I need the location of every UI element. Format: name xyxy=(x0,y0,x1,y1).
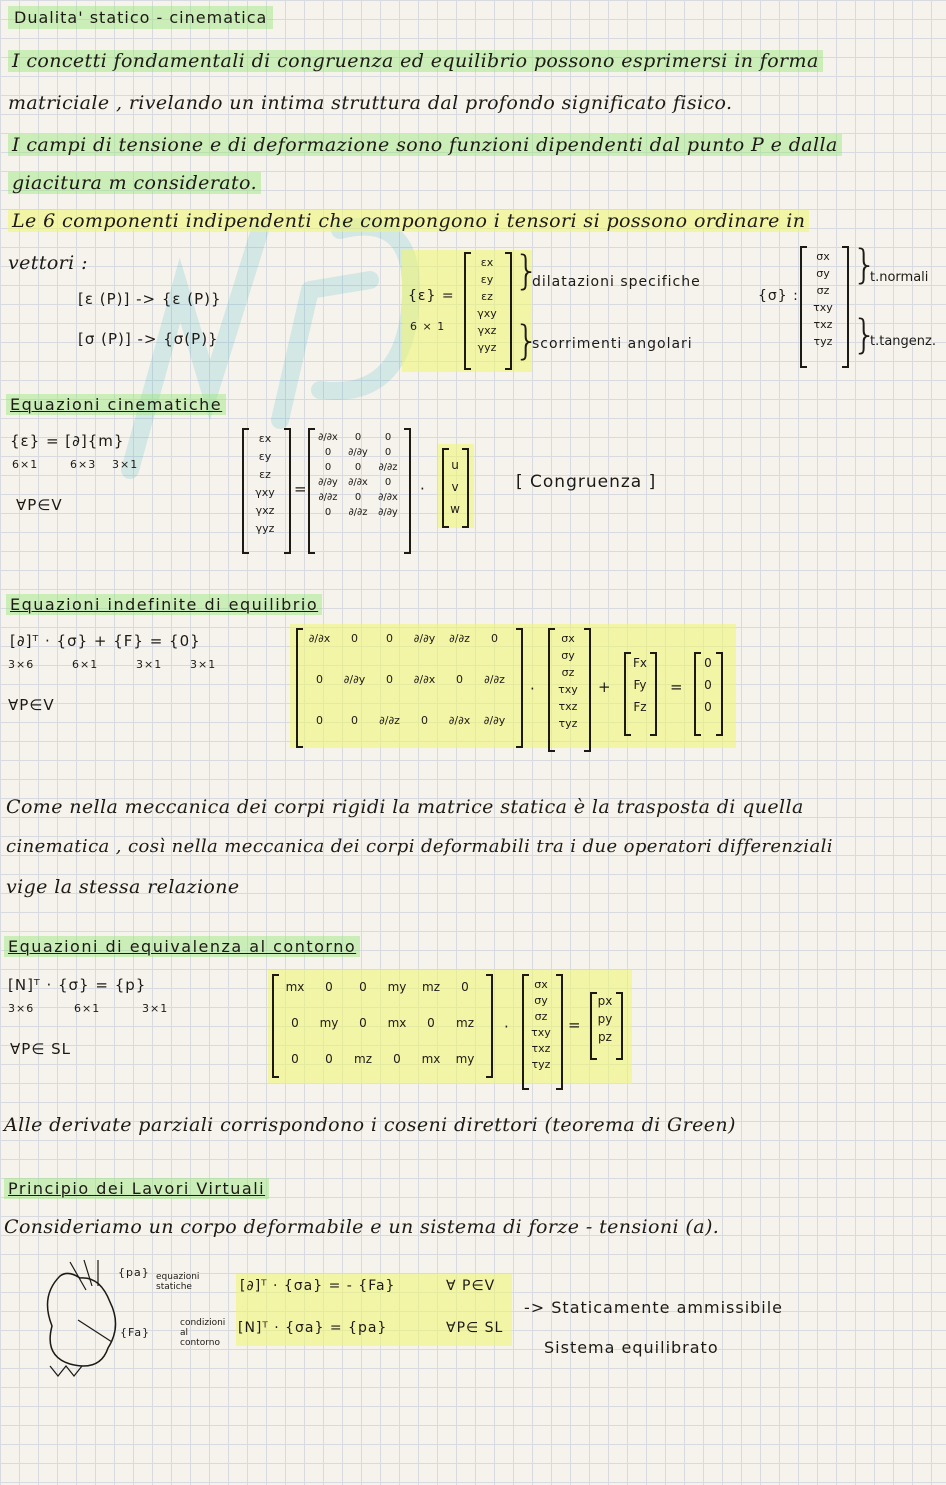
eq-sig-entry: τxz xyxy=(558,700,578,713)
stress-vector-entries xyxy=(806,250,840,348)
eq-F-entry: Fx xyxy=(632,656,647,670)
cin-eps-entry: γxz xyxy=(255,504,275,517)
plv-eq-boundary-domain: ∀P∈ SL xyxy=(446,1320,504,1336)
eq-dot: · xyxy=(530,680,536,698)
page-title xyxy=(8,6,273,29)
bd-N-cell: my xyxy=(387,980,407,994)
eq-zero-vector xyxy=(698,656,718,714)
cin-operator-cell: ∂/∂y xyxy=(378,507,398,518)
bd-N-cell: my xyxy=(319,1016,339,1030)
eq-operator-cell: ∂/∂y xyxy=(413,632,436,645)
eq-F-entry: Fz xyxy=(633,700,647,714)
bd-sig-entry: τyz xyxy=(531,1058,551,1071)
page-title-text: Dualita' statico - cinematica xyxy=(14,8,268,27)
intro-line-2: matriciale , rivelando un intima struttura dal profondo significato fisico. xyxy=(8,92,733,114)
bd-N-cell: mz xyxy=(456,1016,474,1030)
eq-operator-cell: ∂/∂x xyxy=(448,714,471,727)
equilibrium-dim-1: 3×6 xyxy=(8,658,35,671)
cin-operator-cell: 0 xyxy=(384,477,392,488)
boundary-domain: ∀P∈ SL xyxy=(10,1040,72,1058)
bd-N-cell: 0 xyxy=(325,980,333,994)
plv-heading: Principio dei Lavori Virtuali xyxy=(4,1178,269,1199)
cin-operator-cell: 0 xyxy=(324,447,332,458)
strain-vector-lhs: {ε} = xyxy=(408,288,455,304)
plv-eq-static: [∂]ᵀ · {σa} = - {Fa} xyxy=(240,1278,396,1294)
tensor-to-vector-stress: [σ (P)] -> {σ(P)} xyxy=(78,330,219,348)
cin-operator-cell: ∂/∂z xyxy=(348,507,368,518)
strain-vector-entry: εx xyxy=(480,256,494,269)
eq-sig-entry: σz xyxy=(561,666,575,679)
plv-label-pa-desc: equazioni statiche xyxy=(156,1272,200,1292)
deformable-body-sketch-icon xyxy=(30,1256,130,1386)
equilibrium-domain: ∀P∈V xyxy=(8,696,55,714)
plv-eq-boundary: [N]ᵀ · {σa} = {pa} xyxy=(238,1320,388,1336)
cin-eps-entry: εz xyxy=(259,468,271,481)
cin-operator-cell: 0 xyxy=(354,462,362,473)
eq-sig-bracket-right xyxy=(584,628,591,752)
plv-label-Fa-desc: condizioni al contorno xyxy=(180,1318,226,1348)
cin-disp-entry: v xyxy=(451,480,459,494)
eq-operator-cell: 0 xyxy=(456,673,463,686)
plv-eq-static-domain: ∀ P∈V xyxy=(446,1278,496,1294)
brace-normali: } xyxy=(852,242,879,288)
bd-p-entry: px xyxy=(597,994,613,1008)
eq-zero-entry: 0 xyxy=(704,656,712,670)
strain-vector-entry: γxz xyxy=(477,324,497,337)
bd-N-cell: 0 xyxy=(291,1016,299,1030)
eq-operator-cell: 0 xyxy=(351,632,358,645)
stress-vector-entry: τxz xyxy=(813,318,833,331)
stress-vector-entry: σx xyxy=(816,250,830,263)
intro-line-1: I concetti fondamentali di congruenza ed equilibrio possono esprimersi in forma xyxy=(8,50,823,72)
eq-plus: + xyxy=(598,678,612,696)
bd-equals: = xyxy=(568,1016,582,1034)
label-scorrimenti: scorrimenti angolari xyxy=(532,336,693,352)
bd-p-vector xyxy=(594,994,616,1044)
bd-N-cell: 0 xyxy=(359,1016,367,1030)
stress-vector-entry: σz xyxy=(816,284,830,297)
relation-line-1: Come nella meccanica dei corpi rigidi la matrice statica è la trasposta di quella xyxy=(6,796,804,818)
eq-operator-cell: ∂/∂x xyxy=(413,673,436,686)
bd-p-entry: pz xyxy=(598,1030,612,1044)
cin-equals: = xyxy=(294,480,308,498)
cin-operator-cell: ∂/∂z xyxy=(318,492,338,503)
cin-operator-cell: ∂/∂y xyxy=(348,447,368,458)
plv-label-Fa: {Fa} xyxy=(120,1326,151,1339)
strain-vector-entry: γyz xyxy=(477,341,497,354)
eq-op-bracket-right xyxy=(516,628,523,748)
cin-operator-cell: ∂/∂y xyxy=(318,477,338,488)
boundary-formula: [N]ᵀ · {σ} = {p} xyxy=(8,976,147,994)
intro-line-4: giacitura m considerato. xyxy=(8,172,261,194)
eq-zero-entry: 0 xyxy=(704,678,712,692)
cin-operator-cell: 0 xyxy=(384,432,392,443)
eq-sig-entry: σx xyxy=(561,632,575,645)
eq-operator-cell: ∂/∂z xyxy=(379,714,400,727)
cin-operator-cell: ∂/∂x xyxy=(378,492,398,503)
cin-disp-entry: w xyxy=(450,502,460,516)
eq-F-entry: Fy xyxy=(633,678,647,692)
eq-operator-cell: ∂/∂y xyxy=(483,714,506,727)
eq-operator-cell: ∂/∂x xyxy=(308,632,331,645)
cin-op-bracket-right xyxy=(404,428,411,554)
cin-operator-cell: ∂/∂z xyxy=(378,462,398,473)
cin-eps-entry: γxy xyxy=(255,486,275,499)
brace-dilatazioni: } xyxy=(514,248,541,294)
cin-operator-cell: 0 xyxy=(324,507,332,518)
strain-vector-entry: γxy xyxy=(477,307,497,320)
eq-operator-cell: ∂/∂z xyxy=(484,673,505,686)
bd-N-cell: 0 xyxy=(427,1016,435,1030)
eq-operator-cell: 0 xyxy=(421,714,428,727)
stress-vector-entry: σy xyxy=(816,267,830,280)
cin-disp-entry: u xyxy=(451,458,459,472)
bd-sig-entry: σx xyxy=(534,978,548,991)
plv-label-pa: {pa} xyxy=(118,1266,150,1279)
cin-eps-entry: εx xyxy=(258,432,272,445)
bd-N-matrix xyxy=(278,980,484,1066)
cin-operator-cell: 0 xyxy=(354,492,362,503)
bd-sig-bracket-right xyxy=(556,974,563,1090)
cinematic-dim-2: 6×3 xyxy=(70,458,97,471)
label-tangenziali: t.tangenz. xyxy=(870,334,936,349)
cin-eps-entry: εy xyxy=(258,450,272,463)
bd-N-cell: mz xyxy=(354,1052,372,1066)
cinematic-formula: {ε} = [∂]{m} xyxy=(10,432,125,450)
label-dilatazioni: dilatazioni specifiche xyxy=(532,274,701,290)
bd-p-bracket-right xyxy=(616,992,623,1060)
bd-sig-entry: τxy xyxy=(531,1026,551,1039)
strain-vector-entries xyxy=(470,256,504,354)
congruenza-tag: [ Congruenza ] xyxy=(516,472,657,492)
cin-operator-cell: 0 xyxy=(354,432,362,443)
eq-equals: = xyxy=(670,678,684,696)
boundary-heading: Equazioni di equivalenza al contorno xyxy=(4,936,360,957)
strain-vector-bracket-right xyxy=(505,252,512,370)
intro-line-6: vettori : xyxy=(8,252,88,274)
eq-operator-cell: 0 xyxy=(351,714,358,727)
eq-sig-entry: σy xyxy=(561,649,575,662)
equilibrium-heading: Equazioni indefinite di equilibrio xyxy=(6,594,322,615)
bd-N-cell: mz xyxy=(422,980,440,994)
eq-operator-matrix xyxy=(302,632,514,727)
cin-eps-entry: γyz xyxy=(255,522,275,535)
eq-operator-cell: 0 xyxy=(316,673,323,686)
plv-result-equilibrated: Sistema equilibrato xyxy=(544,1338,719,1357)
boundary-dim-3: 3×1 xyxy=(142,1002,169,1015)
equilibrium-formula: [∂]ᵀ · {σ} + {F} = {0} xyxy=(10,632,201,650)
bd-sig-entry: σy xyxy=(534,994,548,1007)
bd-N-cell: 0 xyxy=(393,1052,401,1066)
boundary-dim-2: 6×1 xyxy=(74,1002,101,1015)
eq-zero-entry: 0 xyxy=(704,700,712,714)
bd-p-entry: py xyxy=(597,1012,613,1026)
eq-sig-vector xyxy=(552,632,584,730)
eq-operator-cell: 0 xyxy=(316,714,323,727)
label-normali: t.normali xyxy=(870,270,929,285)
eq-operator-cell: 0 xyxy=(386,673,393,686)
brace-scorrimenti: } xyxy=(514,318,541,364)
strain-vector-entry: εy xyxy=(480,273,494,286)
cinematic-dim-3: 3×1 xyxy=(112,458,139,471)
eq-operator-cell: ∂/∂z xyxy=(449,632,470,645)
relation-line-2: cinematica , così nella meccanica dei corpi deformabili tra i due operatori differenziali xyxy=(6,836,833,857)
plv-intro: Consideriamo un corpo deformabile e un sistema di forze - tensioni (a). xyxy=(4,1216,720,1238)
strain-vector-dim: 6 × 1 xyxy=(410,320,446,333)
eq-sig-entry: τyz xyxy=(558,717,578,730)
eq-sig-entry: τxy xyxy=(558,683,578,696)
cin-disp-vector xyxy=(446,458,464,516)
brace-tangenziali: } xyxy=(852,312,879,358)
eq-F-vector xyxy=(628,656,652,714)
bd-sig-entry: σz xyxy=(534,1010,548,1023)
eq-operator-cell: 0 xyxy=(386,632,393,645)
plv-result-admissible: -> Staticamente ammissibile xyxy=(524,1298,784,1317)
cin-operator-cell: ∂/∂x xyxy=(348,477,368,488)
relation-line-3: vige la stessa relazione xyxy=(6,876,240,898)
stress-vector-bracket-right xyxy=(842,246,849,368)
cin-operator-cell: 0 xyxy=(324,462,332,473)
bd-N-cell: 0 xyxy=(325,1052,333,1066)
bd-N-cell: mx xyxy=(387,1016,407,1030)
strain-vector-entry: εz xyxy=(481,290,493,303)
bd-dot: · xyxy=(504,1018,510,1036)
bd-N-cell: my xyxy=(455,1052,475,1066)
stress-vector-entry: τxy xyxy=(813,301,833,314)
cin-operator-matrix xyxy=(313,432,403,518)
equilibrium-dim-4: 3×1 xyxy=(190,658,217,671)
cinematic-heading: Equazioni cinematiche xyxy=(6,394,226,415)
eq-operator-cell: 0 xyxy=(491,632,498,645)
cin-operator-cell: 0 xyxy=(384,447,392,458)
cin-dot: · xyxy=(420,480,426,498)
tensor-to-vector-strain: [ε (P)] -> {ε (P)} xyxy=(78,290,222,308)
bd-sig-vector xyxy=(526,978,556,1071)
cinematic-domain: ∀P∈V xyxy=(16,496,63,514)
intro-line-5: Le 6 componenti indipendenti che compongono i tensori si possono ordinare in xyxy=(8,210,809,232)
intro-line-3: I campi di tensione e di deformazione sono funzioni dipendenti dal punto P e dalla xyxy=(8,134,842,156)
boundary-dim-1: 3×6 xyxy=(8,1002,35,1015)
bd-N-cell: 0 xyxy=(359,980,367,994)
bd-sig-entry: τxz xyxy=(531,1042,551,1055)
bd-N-cell: 0 xyxy=(461,980,469,994)
cinematic-dim-1: 6×1 xyxy=(12,458,39,471)
cin-operator-cell: ∂/∂x xyxy=(318,432,338,443)
bd-N-cell: 0 xyxy=(291,1052,299,1066)
stress-vector-entry: τyz xyxy=(813,335,833,348)
green-theorem-note: Alle derivate parziali corrispondono i coseni direttori (teorema di Green) xyxy=(4,1114,736,1136)
cin-eps-bracket-right xyxy=(284,428,291,554)
bd-N-cell: mx xyxy=(421,1052,441,1066)
equilibrium-dim-2: 6×1 xyxy=(72,658,99,671)
equilibrium-dim-3: 3×1 xyxy=(136,658,163,671)
bd-N-bracket-right xyxy=(486,974,493,1078)
stress-vector-lhs: {σ} : xyxy=(758,288,799,304)
bd-N-cell: mx xyxy=(285,980,305,994)
cin-eps-vector xyxy=(248,432,282,535)
eq-operator-cell: ∂/∂y xyxy=(343,673,366,686)
